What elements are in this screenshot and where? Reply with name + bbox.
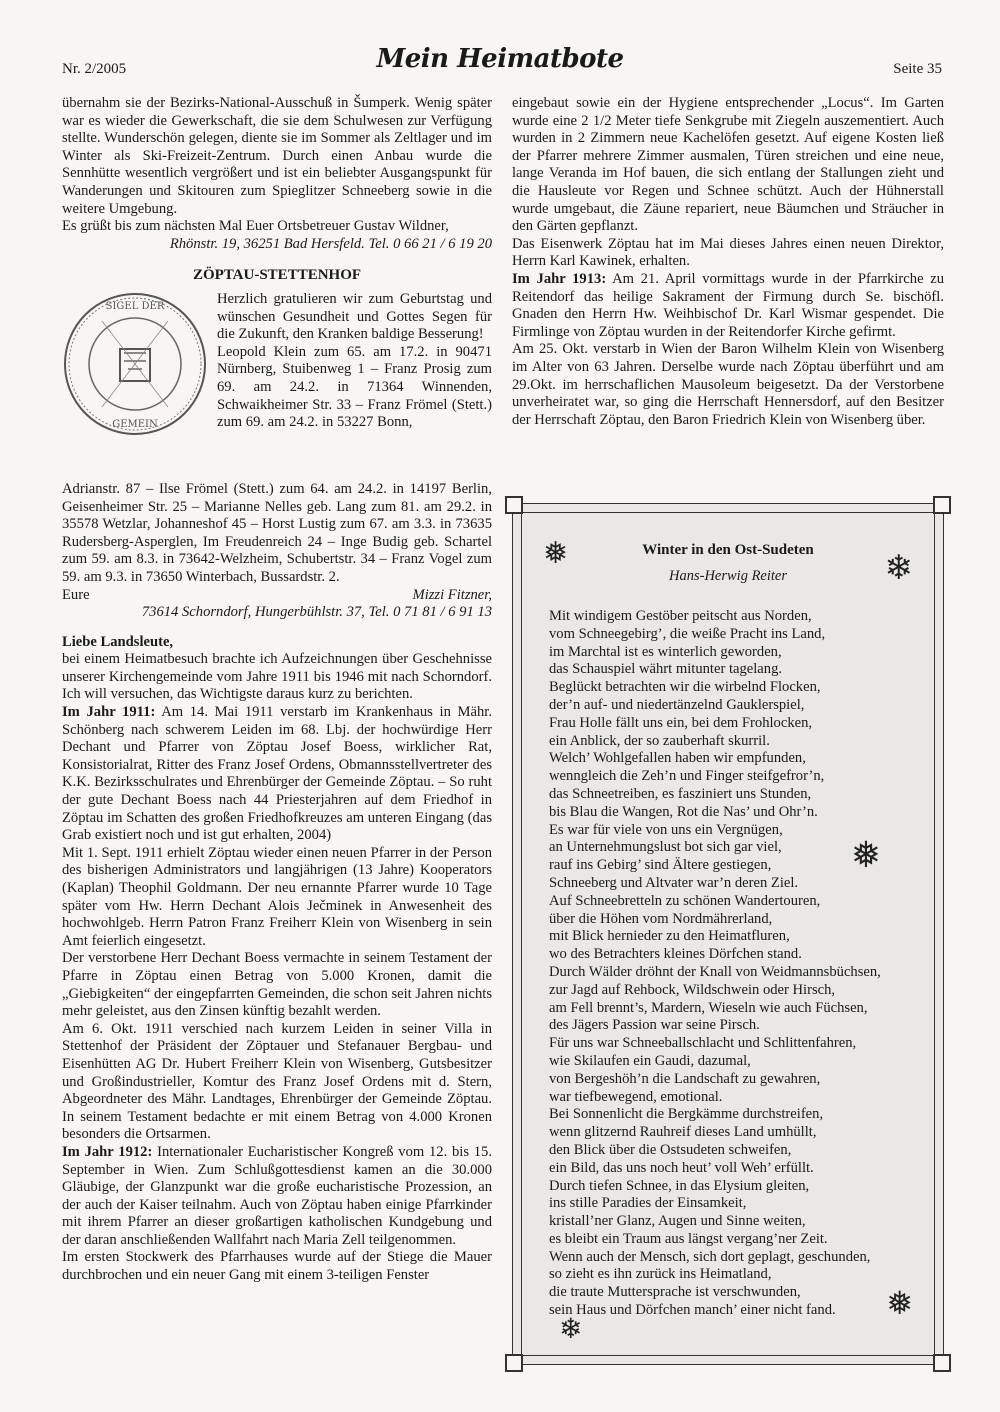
- letter-intro: bei einem Heimatbesuch brachte ich Aufzeichnungen über Geschehnisse unserer Kirchengemeinde vom Jahre 1911 bis 1946 mit nach Schorndorf. Ich will versuchen, das Wichtigste daraus kurz zu berichten.: [62, 651, 492, 703]
- year-1913-label: Im Jahr 1913:: [512, 270, 607, 287]
- stockwerk-paragraph: Im ersten Stockwerk des Pfarrhauses wurde auf der Stiege die Mauer durchbrochen und ein neuer Gang mit einem 3-teiligen Fenster: [62, 1249, 492, 1284]
- poem-line: zur Jagd auf Rehbock, Wildschwein oder Hirsch,: [549, 981, 836, 998]
- year-1912-text: Internationaler Eucharistischer Kongreß vom 12. bis 15. September in Wien. Zum Schlußgottesdienst kamen an die 30.000 Gläubige, der Glanzpunkt war die große eucharistische Prozession, an der auch der Kaiser teilnahm. Auch von Zöptau haben einige Pfarrkinder mit ihrem Pfarrer an dieser großartigen katholischen Kundgebung und der daran anschließenden Wallfahrt nach Maria Zell teilgenommen.: [62, 1143, 492, 1248]
- poem-line: wenngleich die Zeh’n und Finger steifgefror’n,: [549, 768, 825, 785]
- masthead-title: Mein Heimatbote: [376, 44, 624, 74]
- poem-line: Welch’ Wohlgefallen haben wir empfunden,: [549, 750, 806, 767]
- congrats-intro-text: Herzlich gratulieren wir zum Geburtstag und wünschen Gesundheit und Gottes Segen für die Zukunft, den Kranken baldige Besserung!: [217, 290, 492, 343]
- poem-line: an Unternehmungslust bot sich gar viel,: [549, 839, 782, 856]
- poem-line: ein Anblick, der so zauberhaft skurril.: [549, 732, 770, 749]
- poem-line: Wenn auch der Mensch, sich dort geplagt, geschunden,: [549, 1248, 871, 1265]
- poem-line: von Bergeshöh’n die Landschaft zu gewahren,: [549, 1070, 821, 1087]
- poem-line: Mit windigem Gestöber peitscht aus Norden,: [549, 608, 812, 624]
- poem-title: Winter in den Ost-Sudeten: [642, 542, 814, 558]
- poem-line: mit Blick hernieder zu den Heimatfluren,: [549, 928, 790, 945]
- poem-line: über die Höhen vom Nordmährerland,: [549, 910, 773, 927]
- signoff-line: [62, 587, 492, 605]
- poem-line: vom Schneegebirg’, die weiße Pracht ins Land,: [549, 625, 826, 642]
- poem-line: es bleibt ein Traum aus längst vergang’ner Zeit.: [549, 1230, 828, 1247]
- poem-line: bis Blau die Wangen, Rot die Nas’ und Ohr’n.: [549, 803, 818, 820]
- snowflake-icon: ❄: [884, 550, 913, 587]
- poem-line: der’n auf- und niedertänzelnd Gauklerspiel,: [549, 696, 805, 713]
- congrats-block: [62, 291, 492, 481]
- poem-line: sein Haus und Dörfchen manch’ einer nicht fand.: [549, 1302, 836, 1319]
- issue-number: Nr. 2/2005: [62, 61, 127, 77]
- poem-line: das Schneetreiben, es fasziniert uns Stunden,: [549, 785, 812, 802]
- year-1911-paragraph: [62, 704, 492, 845]
- snowflake-icon: ❅: [543, 537, 569, 570]
- signoff-name: Mizzi Fitzner,: [412, 586, 492, 603]
- snowflake-icon: ❅: [886, 1285, 913, 1321]
- poem-line: des Jägers Passion war seine Pirsch.: [549, 1017, 760, 1034]
- congrats-list-2: Adrianstr. 87 – Ilse Frömel (Stett.) zum 64. am 24.2. in 14197 Berlin, Geisenheimer Str. 25 – Marianne Nelles geb. Lang zum 81. am 29.2. in 35578 Wetzlar, Johanneshof 45 – Horst Lustig zum 67. am 3.3. in 73635 Rudersberg-Asperglen, Im Freudenreich 24 – Inge Budig geb. Schartel zum 59. am 8.3. in 73642-Welzheim, Schubertstr. 34 – Franz Vogel zum 59. am 9.3. in 73650 Winterbach, Bussardstr. 2.: [62, 480, 492, 585]
- left-column: [62, 95, 492, 1285]
- poem-line: ein Bild, das uns noch heut’ voll Weh’ erfüllt.: [549, 1159, 814, 1176]
- poem-author: Hans-Herwig Reiter: [669, 568, 787, 584]
- poem-line: so zieht es ihn zurück ins Heimatland,: [549, 1266, 772, 1283]
- page-number: Seite 35: [893, 61, 942, 77]
- signoff-address: 73614 Schorndorf, Hungerbühlstr. 37, Tel. 0 71 81 / 6 91 13: [141, 604, 492, 621]
- poem-line: die traute Muttersprache ist verschwunden,: [549, 1284, 801, 1301]
- corner-ornament: [505, 1354, 523, 1372]
- poem-line: wo des Betrachters kleines Dörfchen stand.: [549, 946, 802, 963]
- poem-line: wenn glitzernd Rauhreif dieses Land umhüllt,: [549, 1124, 817, 1141]
- eisenwerk-paragraph: Das Eisenwerk Zöptau hat im Mai dieses Jahres einen neuen Direktor, Herrn Karl Kawinek, erhalten.: [512, 235, 944, 270]
- poem-lines: [549, 608, 929, 1320]
- poem-line: Es war für viele von uns ein Vergnügen,: [549, 821, 783, 838]
- poem-line: ins stille Paradies der Einsamkeit,: [549, 1195, 747, 1212]
- poem-line: Beglückt betrachten wir die wirbelnd Flocken,: [549, 679, 821, 696]
- poem-line: wie Skilaufen ein Gaudi, dazumal,: [549, 1052, 751, 1069]
- poem-line: am Fell brennt’s, Mardern, Wieseln wie auch Füchsen,: [549, 999, 868, 1016]
- poem-line: Auf Schneebretteln zu schönen Wandertouren,: [549, 892, 821, 909]
- poem-box: [512, 503, 944, 1365]
- municipal-seal: [62, 291, 208, 437]
- poem-line: Durch tiefen Schnee, in das Elysium gleiten,: [549, 1177, 810, 1194]
- svg-text:SIGEL DER: SIGEL DER: [105, 300, 165, 312]
- poem-line: war tiefbewegend, emotional.: [549, 1088, 723, 1105]
- october-paragraph: Am 6. Okt. 1911 verschied nach kurzem Leiden in seiner Villa in Stettenhof der Präsident der Zöptauer und Stefanauer Bergbau- und Eisenhütten AG Dr. Hubert Freiherr Klein von Wisenberg, Gutsbesitzer und Großindustrieller, Komtur des Franz Josef Ordens mit d. Stern, Abgeordneter des Mähr. Landtages, Ehrenbürger der Gemeinde Zöptau. In seinem Testament bedachte er mit einem Betrag von 4.000 Kronen besonders die Ortsarmen.: [62, 1020, 492, 1143]
- testament-paragraph: Der verstorbene Herr Dechant Boess vermachte in seinem Testament der Pfarre in Zöptau einen Betrag von 5.000 Kronen, damit die „Giebigkeiten“ der eingepfarrten Gemeinden, die schon seit Jahren nichts mehr geleistet, aus den Zinsen künftig bezahlt werden.: [62, 950, 492, 1020]
- svg-text:GEMEIN: GEMEIN: [112, 418, 158, 430]
- congrats-list-1: Leopold Klein zum 65. am 17.2. in 90471 Nürnberg, Stuibenweg 1 – Franz Prosig zum 69. am 24.2. in 71364 Winnenden, Schwaikheimer Str. 33 – Franz Frömel (Stett.) zum 69. am 24.2. in 53227 Bonn,: [217, 343, 492, 431]
- section-title: ZÖPTAU-STETTENHOF: [192, 267, 362, 284]
- snowflake-icon: ❅: [850, 835, 881, 875]
- september-paragraph: Mit 1. Sept. 1911 erhielt Zöptau wieder einen neuen Pfarrer in der Person des bisherigen Administrators und langjährigen (13 Jahre) Kooperators (Kaplan) Theophil Goldmann. Der neu ernannte Pfarrer wurde 10 Tage später vom Hw. Herrn Dechant Alois Ječminek in Anwesenheit des hochwohlgeb. Herrn Patron Franz Freiherr Klein von Wisenberg in sein Amt feierlich eingesetzt.: [62, 844, 492, 949]
- poem-line: kristall’ner Glanz, Augen und Sinne weiten,: [549, 1213, 806, 1230]
- poem-line: das Schauspiel währt mitunter tagelang.: [549, 661, 783, 678]
- right-column: [512, 95, 944, 429]
- year-1911-text: Am 14. Mai 1911 verstarb im Krankenhaus in Mähr. Schönberg nach schwerem Leiden im 68. Lbj. der hochwürdige Herr Dechant und Pfarrer von Zöptau Josef Boess, wirklicher Rat, Konsistorialrat, Ritter des Franz Josef Ordens, Obmannsstellvertreter des K.K. Bezirksschulrates und Ehrenbürger der Gemeinde Zöptau. – So ruht der gute Dechant Boess nach 44 Priesterjahren auf dem Friedhof in Zöptau im Schatten des großen Friedhofkreuzes am unteren Eingang (das Grab existiert noch und ist gut erhalten, 2004): [62, 704, 492, 844]
- poem-line: Durch Wälder dröhnt der Knall von Weidmannsbüchsen,: [549, 963, 881, 980]
- year-1913-paragraph: [512, 271, 944, 341]
- letter-title: Liebe Landsleute,: [62, 633, 174, 650]
- poem-line: Für uns war Schneeballschlacht und Schlittenfahren,: [549, 1035, 857, 1052]
- intro-paragraph: übernahm sie der Bezirks-National-Ausschuß in Šumperk. Wenig später war es wieder die Gewerkschaft, die sie dem Schulwesen zur Verfügung stellte. Wunderschön gelegen, diente sie im Sommer als Zeltlager und im Winter als Ski-Freizeit-Zentrum. Durch einen Anbau wurde die Sennhütte wesentlich vergrößert und ist ein beliebter Ausgangspunkt für Wanderungen und Skitouren zum Spieglitzer Schneeberg sowie in die weitere Umgebung.: [62, 95, 492, 217]
- greeting-line: Es grüßt bis zum nächsten Mal Euer Ortsbetreuer Gustav Wildner,: [62, 218, 449, 235]
- poem-line: im Marchtal ist es winterlich geworden,: [549, 643, 782, 660]
- poem-line: rauf ins Gebirg’ sind Ältere gestiegen,: [549, 857, 772, 874]
- greeting-address: Rhönstr. 19, 36251 Bad Hersfeld. Tel. 0 66 21 / 6 19 20: [169, 235, 492, 252]
- poem-line: Bei Sonnenlicht die Bergkämme durchstreifen,: [549, 1106, 824, 1123]
- corner-ornament: [933, 496, 951, 514]
- poem-line: Frau Holle fällt uns ein, bei dem Frohlocken,: [549, 714, 813, 731]
- poem-line: den Blick über die Ostsudeten schweifen,: [549, 1141, 792, 1158]
- signoff-eure: Eure: [62, 586, 90, 603]
- snowflake-icon: ❄: [559, 1314, 583, 1345]
- poem-line: Schneeberg und Altvater war’n deren Ziel.: [549, 874, 799, 891]
- hygiene-paragraph: eingebaut sowie ein der Hygiene entsprechender „Locus“. Im Garten wurde eine 2 1/2 Meter tiefe Senkgrube mit Ziegeln auszementiert. Auch wurden in 2 Zimmern neue Kachelöfen gesetzt. Auf eigene Kosten ließ der Pfarrer mehrere Zimmer ausmalen, Türen streichen und eine neue, lange Veranda im Hof bauen, die sich entlang der Stallungen zieht und die Hausleute vor Regen und Schnee schützt. Auch der Hühnerstall wurde umgebaut, die Zäune repariert, neue Bäumchen und Sträucher in den Gärten gepflanzt.: [512, 95, 944, 235]
- year-1911-label: Im Jahr 1911:: [62, 704, 156, 721]
- corner-ornament: [505, 496, 523, 514]
- year-1913-text: Am 21. April vormittags wurde in der Pfarrkirche zu Reitendorf das heilige Sakrament der Firmung durch Se. bischöfl. Gnaden den Herrn Hw. Weihbischof Dr. Karl Wismar gespendet. Die Firmlinge von Zöptau wurden in der Reitendorfer Kirche gefirmt.: [512, 270, 945, 340]
- baron-paragraph: Am 25. Okt. verstarb in Wien der Baron Wilhelm Klein von Wisenberg im Alter von 63 Jahren. Derselbe wurde nach Zöptau überführt und am 29.Okt. im herrschaflichen Mausoleum beigesetzt. Da der Verstorbene unverheiratet war, so ging die Herrschaft Hennersdorf, auf den Besitzer der Herrschaft Zöptau, den Baron Friedrich Klein von Wisenberg über.: [512, 341, 944, 428]
- congrats-intro: [217, 291, 492, 432]
- corner-ornament: [933, 1354, 951, 1372]
- year-1912-label: Im Jahr 1912:: [62, 1143, 153, 1160]
- year-1912-paragraph: [62, 1144, 492, 1250]
